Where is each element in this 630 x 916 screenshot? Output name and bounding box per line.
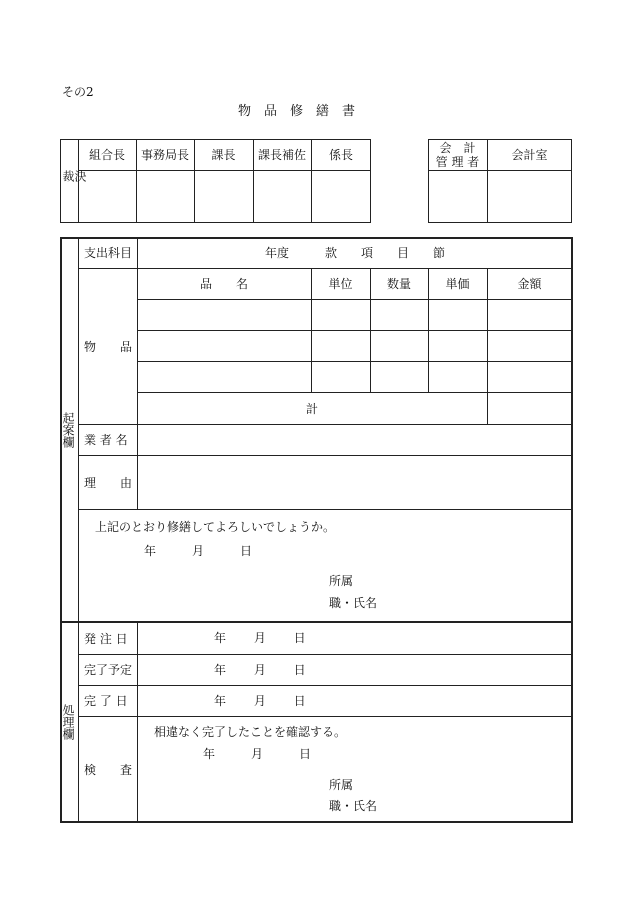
reason-label: 理 由 [84,475,133,490]
inspect-position-name: 職・氏名 [329,799,378,813]
expense-fields[interactable]: 年度 款 項 目 節 [265,246,446,260]
doc-sub-number: その2 [62,85,94,99]
expense-label: 支出科目 [84,246,133,260]
header-amount: 金額 [517,277,542,291]
accounting-manager-label: 会 計 管 理 者 [435,140,480,169]
inspection-label: 検 査 [84,763,133,777]
processing-side-label: 処理欄 [61,704,75,740]
header-unit: 単位 [328,277,353,291]
accounting-office-label: 会計室 [511,148,548,162]
approval-role-chairman: 組合長 [88,148,125,162]
draft-side-label: 起案欄 [61,412,75,448]
planned-label: 完了予定 [84,663,133,677]
request-text: 上記のとおり修繕してよろしいでしょうか。 [95,520,336,534]
request-affiliation: 所属 [329,574,354,588]
accounting-manager-stamp[interactable] [429,171,486,222]
approval-stamp-cell-3[interactable] [195,171,252,222]
item-row-3[interactable] [138,362,571,392]
request-position-name: 職・氏名 [329,596,378,610]
header-unit-price: 単価 [445,277,470,291]
vendor-field[interactable] [138,425,571,454]
approval-stamp-cell-2[interactable] [137,171,193,222]
confirm-text: 相違なく完了したことを確認する。 [154,725,347,739]
approval-role-secretary-general: 事務局長 [140,148,189,162]
header-quantity: 数量 [386,277,411,291]
approval-role-subsection-chief: 係長 [328,148,353,162]
approval-stamp-cell-1[interactable] [79,171,135,222]
total-amount-field[interactable] [488,393,571,423]
reason-field[interactable] [138,456,571,508]
planned-date-value[interactable]: 年 月 日 [214,663,306,677]
approval-role-assistant-chief: 課長補佐 [257,148,306,162]
item-row-2[interactable] [138,331,571,361]
approval-stamp-cell-4[interactable] [254,171,310,222]
approval-stamp-cell-5[interactable] [312,171,370,222]
total-label: 計 [305,401,318,416]
items-label: 物 品 [84,339,133,354]
inspect-date[interactable]: 年 月 日 [203,747,312,761]
vendor-label: 業 者 名 [84,433,128,447]
completed-date-value[interactable]: 年 月 日 [214,694,306,708]
approval-role-section-chief: 課長 [211,148,236,162]
order-date-value[interactable]: 年 月 日 [214,631,306,645]
request-date[interactable]: 年 月 日 [144,544,253,558]
doc-title: 物 品 修 繕 書 [238,104,356,119]
item-row-1[interactable] [138,300,571,330]
inspect-affiliation: 所属 [329,778,354,792]
approval-side-label: 決裁 [61,170,87,182]
order-date-label: 発 注 日 [84,631,128,646]
completed-label: 完 了 日 [84,694,128,708]
header-item-name: 品 名 [199,277,248,291]
accounting-office-stamp[interactable] [488,171,571,222]
